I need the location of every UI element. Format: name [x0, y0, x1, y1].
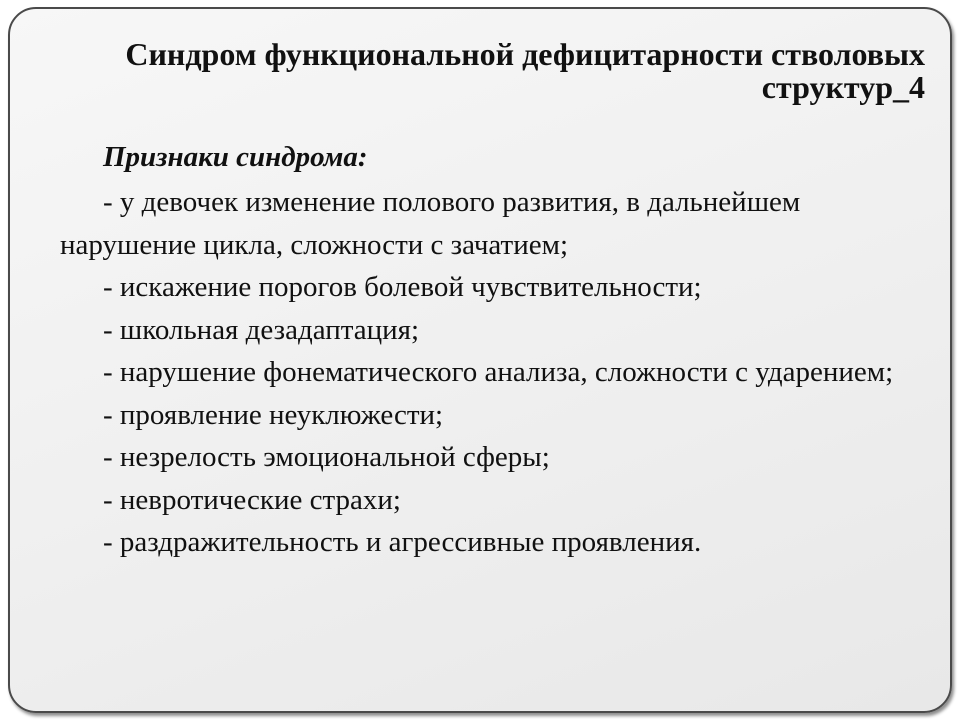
- list-item-line: - школьная дезадаптация;: [103, 313, 420, 346]
- list-item: [60, 266, 930, 309]
- list-item-line: - невротические страхи;: [103, 483, 401, 516]
- list-item: [60, 394, 930, 437]
- list-item-line: - нарушение фонематического анализа, сложности с ударением;: [103, 356, 894, 388]
- slide-body: [60, 136, 930, 564]
- slide-title: [125, 38, 925, 104]
- list-item-line: - незрелость эмоциональной сферы;: [103, 441, 550, 473]
- list-item-line: нарушение цикла, сложности с зачатием;: [60, 228, 569, 261]
- list-item-line: - проявление неуклюжести;: [103, 398, 444, 431]
- slide-title-line: структур_4: [761, 69, 925, 105]
- list-item: [60, 351, 930, 394]
- list-item: [60, 521, 930, 564]
- list-item: [60, 436, 930, 479]
- list-item-line: - у девочек изменение полового развития, в дальнейшем: [103, 186, 801, 218]
- list-item-line: - искажение порогов болевой чувствительности;: [103, 271, 702, 303]
- list-item-line: - раздражительность и агрессивные проявления.: [103, 526, 702, 558]
- list-item: [60, 309, 930, 352]
- list-item: [60, 479, 930, 522]
- list-item: [60, 181, 930, 266]
- section-heading: Признаки синдрома:: [103, 141, 368, 173]
- slide-title-line: Синдром функциональной дефицитарности стволовых: [125, 36, 925, 72]
